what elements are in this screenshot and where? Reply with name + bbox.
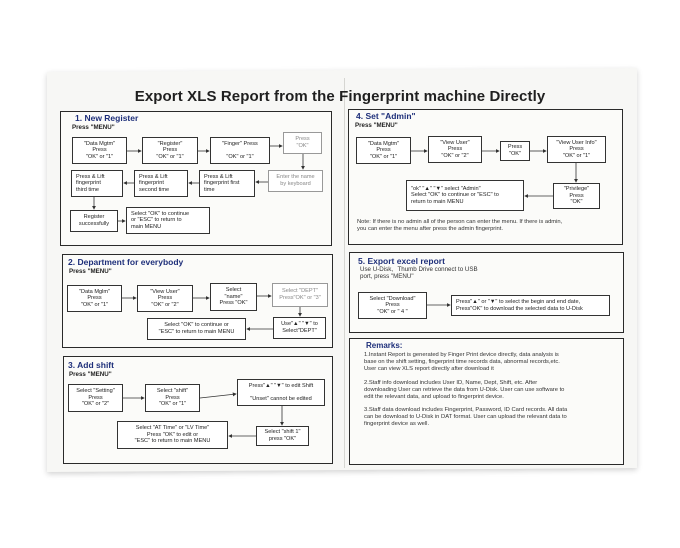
flow-step: "View User" Press "OK" or "2": [137, 285, 193, 312]
flow-step: Select "OK" to continue or "ESC" to return to main MENU: [147, 318, 246, 340]
section-subtitle: Press "MENU": [69, 371, 112, 378]
remark-item: 1.Instant Report is generated by Finger Print device directly, data analysis is base on the shift setting, fingerprint time records data, abnormal records,etc. User can view XLS report directly after download it: [364, 352, 560, 372]
flow-step: Select "name" Press "OK": [210, 283, 257, 311]
section-title: 1. New Register: [75, 113, 139, 123]
flow-step: "Data Mglm" Press "OK" or "1": [67, 285, 122, 312]
flow-step: Press "OK": [283, 132, 322, 154]
flow-step: "Finger" Press "OK" or "1": [210, 137, 270, 164]
remarks-title: Remarks:: [366, 341, 403, 350]
section-subtitle: Press "MENU": [69, 268, 112, 275]
flow-step: Enter the name by keyboard: [268, 170, 323, 192]
flow-step: Press & Lift fingerprint third time: [71, 170, 123, 197]
flow-step: Select "shift" Press "OK" or "1": [145, 384, 200, 412]
flow-step: Select "Download" Press "OK" or " 4 ": [358, 292, 427, 319]
flow-step: "ok" "▲" "▼" select "Admin" Select "OK" to continue or "ESC" to return to main MENU: [406, 180, 524, 211]
remark-item: 3.Staff data download includes Fingerprint, Password, ID Card records. All data can be download to U-Disk in DAT format. User can upload the relevant data to fingerprint device as well.: [364, 407, 568, 427]
section-subtitle: Press "MENU": [355, 122, 398, 129]
admin-note: Note: If there is no admin all of the person can enter the menu. If there is admin, you can enter the menu after press the admin fingerprint.: [357, 219, 563, 232]
flow-step: Press"▲" or "▼" to select the begin and end date, Press"OK" to download the selected data to U-Disk: [451, 295, 610, 316]
remark-item: 2.Staff info download includes User ID, Name, Dept, Shift, etc. After downloading User can retrieve the data from U-Disk. User can use software to edit the relevant data, and upload to fingerprint device.: [364, 380, 565, 400]
page-title: Export XLS Report from the Fingerprint machine Directly: [134, 88, 546, 105]
flow-step: "Data Mgtm" Press "OK" or "1": [356, 137, 411, 164]
section-title: 5. Export excel report: [358, 256, 445, 266]
section-subtitle: Use U-Disk、Thumb Drive connect to USB port, press "MENU": [360, 266, 478, 280]
flow-step: Select "DEPT" Press"OK" or "3": [272, 283, 328, 307]
flow-step: "Data Mgtm" Press "OK" or "1": [72, 137, 127, 164]
flow-step: Select "AT Time" or "LV Time" Press "OK" to edit or "ESC" to return to main MENU: [117, 421, 228, 449]
section-subtitle: Press "MENU": [72, 124, 115, 131]
flow-step: "Privilege" Press "OK": [553, 183, 600, 209]
flow-step: "View User" Press "OK" or "2": [428, 136, 482, 163]
flow-step: Use"▲" "▼" to Select"DEPT": [273, 317, 326, 339]
flow-step: Select "Setting" Press "OK" or "2": [68, 384, 123, 412]
flow-step: "View User Info" Press "OK" or "1": [547, 136, 606, 163]
flow-step: Press & Lift fingerprint first time: [199, 170, 255, 197]
flow-step: Press"▲" "▼" to edit Shift "Unset" cannot be edited: [237, 379, 325, 406]
section-title: 4. Set "Admin": [356, 111, 416, 121]
flow-step: Select "OK" to continue or "ESC" to return to main MENU: [126, 207, 210, 234]
flow-step: Press & Lift fingerprint second time: [134, 170, 188, 197]
flow-step: Register successfully: [70, 210, 118, 232]
flow-step: Select "shift 1" press "OK": [256, 426, 309, 446]
section-title: 3. Add shift: [68, 360, 114, 370]
flow-step: Press "OK": [500, 141, 530, 161]
section-title: 2. Department for everybody: [68, 257, 184, 267]
flow-step: "Register" Press "OK" or "1": [142, 137, 198, 164]
flow-arrow: [200, 394, 236, 398]
